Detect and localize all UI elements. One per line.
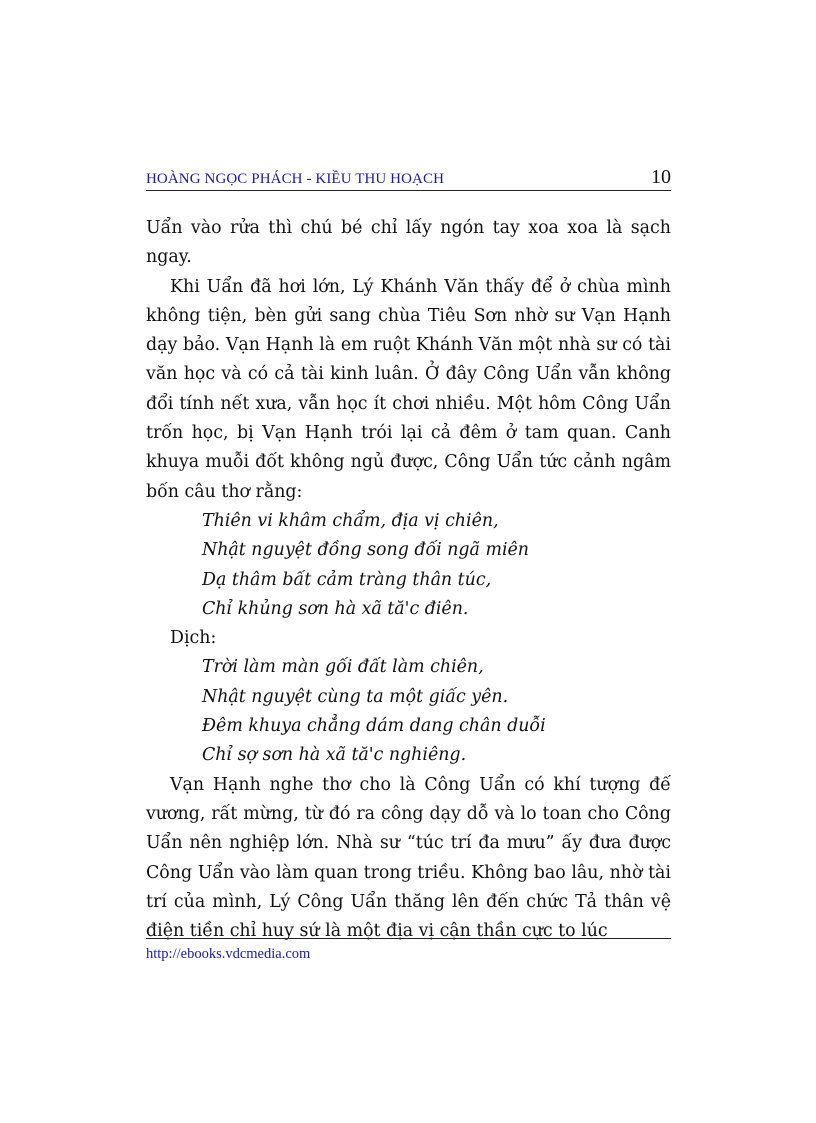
paragraph-2: Khi Uẩn đã hơi lớn, Lý Khánh Văn thấy để ở chùa mình không tiện, bèn gửi sang chùa Tiêu Sơn nhờ sư Vạn Hạnh dạy bảo. Vạn Hạnh là em ruột Khánh Văn một nhà sư có tài văn học và có cả tài kinh luân. Ở đây Công Uẩn vẫn không đổi tính nết xưa, vẫn học ít chơi nhiều. Một hôm Công Uẩn trốn học, bị Vạn Hạnh trói lại cả đêm ở tam quan. Canh khuya muỗi đốt không ngủ được, Công Uẩn tức cảnh ngâm bốn câu thơ rằng:: [146, 276, 671, 502]
poem-translation-line-3: Đêm khuya chẳng dám dang chân duỗi: [202, 716, 546, 737]
footer-link[interactable]: http://ebooks.vdcmedia.com: [146, 946, 311, 962]
poem-original-line-1: Thiên vi khâm chẩm, địa vị chiên,: [202, 510, 499, 531]
poem-translation-line-2: Nhật nguyệt cùng ta một giấc yên.: [202, 686, 509, 707]
poem-translation-line-4: Chỉ sợ sơn hà xã tă'c nghiêng.: [202, 745, 467, 766]
paragraph-3: Vạn Hạnh nghe thơ cho là Công Uẩn có khí tượng đế vương, rất mừng, từ đó ra công dạy dỗ và lo toan cho Công Uẩn nên nghiệp lớn. Nhà sư “túc trí đa mưu” ấy đưa được Công Uẩn vào làm quan trong triều. Không bao lâu, nhờ tài trí của mình, Lý Công Uẩn thăng lên đến chức Tả thân vệ điện tiền chỉ huy sứ là một địa vị cận thần cực to lúc: [146, 774, 671, 942]
paragraph-1: Uẩn vào rửa thì chú bé chỉ lấy ngón tay xoa xoa là sạch ngay.: [146, 218, 671, 268]
running-header: [146, 166, 671, 191]
poem-original-line-4: Chỉ khủng sơn hà xã tă'c điên.: [202, 598, 469, 619]
page-number: 10: [651, 166, 671, 188]
page-body: [146, 214, 671, 946]
poem-original: [146, 507, 671, 624]
header-title: HOÀNG NGỌC PHÁCH - KIỀU THU HOẠCH: [146, 171, 445, 187]
poem-original-line-2: Nhật nguyệt đồng song đối ngã miên: [202, 540, 529, 561]
footer-divider: [146, 938, 671, 939]
poem-translation: [146, 653, 671, 770]
translation-label: Dịch:: [170, 628, 217, 649]
poem-original-line-3: Dạ thâm bất cảm tràng thân túc,: [202, 569, 492, 590]
poem-translation-line-1: Trời làm màn gối đất làm chiên,: [202, 657, 484, 678]
